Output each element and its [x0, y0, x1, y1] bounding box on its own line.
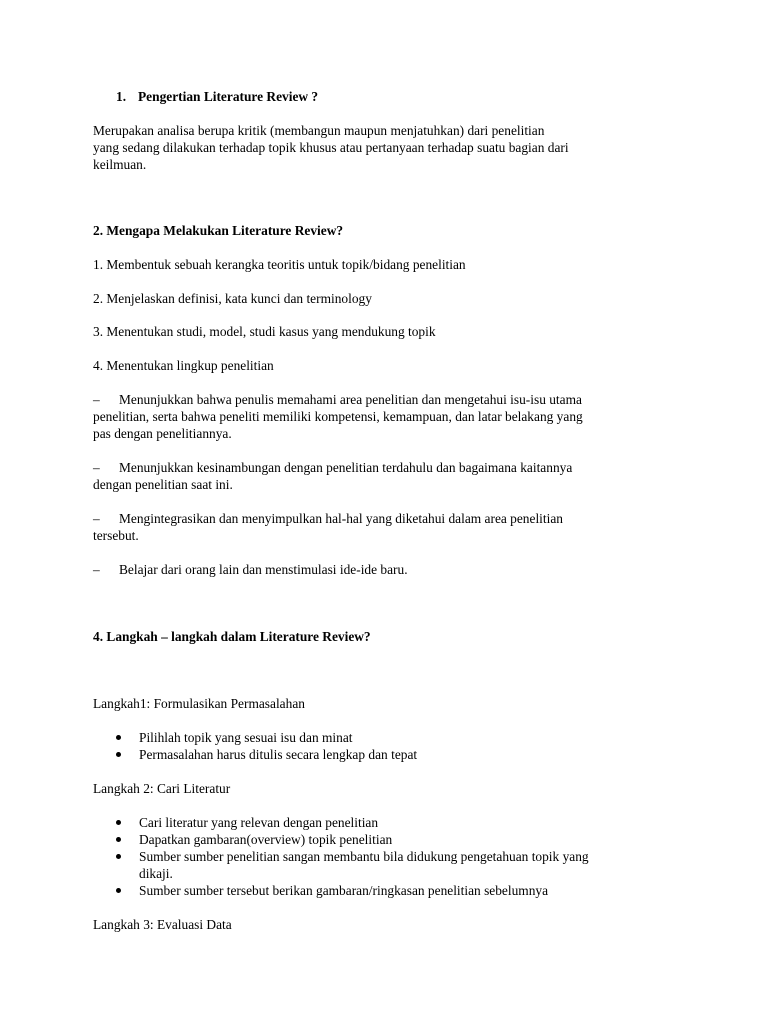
step-label: Langkah1: Formulasikan Permasalahan: [93, 696, 305, 711]
dash-marker: –: [93, 392, 100, 407]
numbered-item: 2. Menjelaskan definisi, kata kunci dan terminology: [93, 291, 372, 306]
bullet-dot-icon: [116, 735, 121, 740]
dash-line: Belajar dari orang lain dan menstimulasi ide-ide baru.: [119, 562, 408, 577]
dash-line: Mengintegrasikan dan menyimpulkan hal-hal yang diketahui dalam area penelitian: [119, 511, 563, 526]
list-item: [93, 882, 693, 899]
paragraph-line: yang sedang dilakukan terhadap topik khusus atau pertanyaan terhadap suatu bagian dari: [93, 140, 569, 155]
dash-marker: –: [93, 460, 100, 475]
bullet-dot-icon: [116, 752, 121, 757]
dash-marker: –: [93, 511, 100, 526]
list-item: [93, 831, 693, 848]
bullet-list: [93, 729, 693, 763]
list-item: [93, 848, 693, 882]
bullet-dot-icon: [116, 837, 121, 842]
bullet-list: [93, 814, 693, 899]
section2-heading: 2. Mengapa Melakukan Literature Review?: [93, 223, 344, 238]
list-item: [93, 814, 693, 831]
bullet-text: dikaji.: [139, 866, 173, 881]
dash-line: tersebut.: [93, 528, 139, 543]
numbered-item: 3. Menentukan studi, model, studi kasus yang mendukung topik: [93, 324, 436, 339]
step-label: Langkah 2: Cari Literatur: [93, 781, 231, 796]
section1-title: Pengertian Literature Review ?: [138, 89, 319, 104]
dash-line: pas dengan penelitiannya.: [93, 426, 232, 441]
bullet-text: Permasalahan harus ditulis secara lengkap dan tepat: [139, 747, 418, 762]
paragraph-line: Merupakan analisa berupa kritik (membangun maupun menjatuhkan) dari penelitian: [93, 123, 545, 138]
bullet-text: Sumber sumber tersebut berikan gambaran/ringkasan penelitian sebelumnya: [139, 883, 549, 898]
dash-line: dengan penelitian saat ini.: [93, 477, 233, 492]
bullet-dot-icon: [116, 888, 121, 893]
dash-item: [93, 391, 693, 442]
dash-item: [93, 510, 693, 544]
bullet-text: Sumber sumber penelitian sangan membantu bila didukung pengetahuan topik yang: [139, 849, 589, 864]
bullet-text: Dapatkan gambaran(overview) topik penelitian: [139, 832, 393, 847]
bullet-dot-icon: [116, 854, 121, 859]
section1-paragraph: [93, 122, 693, 173]
section1-number: 1.: [116, 89, 127, 104]
list-item: [93, 729, 693, 746]
paragraph-line: keilmuan.: [93, 157, 147, 172]
dash-line: penelitian, serta bahwa peneliti memiliki kompetensi, kemampuan, dan latar belakang yang: [93, 409, 583, 424]
dash-marker: –: [93, 562, 100, 577]
section1-heading: [116, 88, 318, 105]
dash-item: [93, 561, 693, 578]
dash-line: Menunjukkan kesinambungan dengan penelitian terdahulu dan bagaimana kaitannya: [119, 460, 573, 475]
step-label: Langkah 3: Evaluasi Data: [93, 917, 232, 932]
bullet-text: Cari literatur yang relevan dengan penelitian: [139, 815, 379, 830]
dash-line: Menunjukkan bahwa penulis memahami area penelitian dan mengetahui isu-isu utama: [119, 392, 582, 407]
bullet-dot-icon: [116, 820, 121, 825]
numbered-item: 1. Membentuk sebuah kerangka teoritis untuk topik/bidang penelitian: [93, 257, 466, 272]
section4-heading: 4. Langkah – langkah dalam Literature Review?: [93, 629, 371, 644]
list-item: [93, 746, 693, 763]
bullet-text: Pilihlah topik yang sesuai isu dan minat: [139, 730, 353, 745]
dash-item: [93, 459, 693, 493]
numbered-item: 4. Menentukan lingkup penelitian: [93, 358, 274, 373]
